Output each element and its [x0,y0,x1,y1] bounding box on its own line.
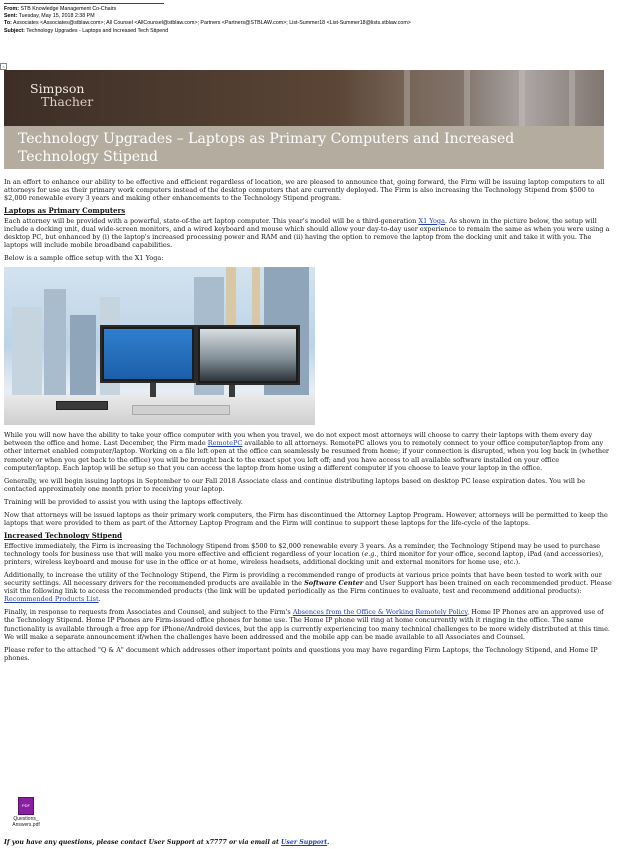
attachment-name-line2: Answers.pdf [12,822,40,828]
subject-row: Subject: Technology Upgrades - Laptops and Increased Tech Stipend [4,27,169,34]
to-row: To: Associates <Associates@stblaw.com>; All Counsel <AllCounsel@stblaw.com>; Partners <Partners@STBLAW.com>; List-Summer18 <List-Summer18@lists.stblaw.com> [4,20,411,27]
absences-policy-link[interactable]: Absences from the Office & Working Remotely Policy [292,608,468,617]
from-row: From: STB Knowledge Management Co-Chairs [4,6,117,12]
newsletter-banner [4,70,604,126]
page-title: Technology Upgrades – Laptops as Primary Computers and Increased Technology Stipend [18,131,515,165]
laptops-paragraph-3: While you will now have the ability to take your office computer with you when you travel, we do not expect most attorneys will choose to carry their laptops with them every day between the office and home. Last December, the Firm made RemotePC available to all attorneys. RemotePC allows you to remotely connect to your office computer/laptop from any other internet enabled computer/laptop. Working on a file left open at the office can seamlessly be resumed from home; if your connection is disrupted, when you log back in (whether remotely or when you get back to the office) you will be brought back to the exact spot you left off; and you have access to all available software installed on your office computer/laptop. Each laptop will be setup so that you can access the laptop from home using a different computer if you choose to leave your laptop in the office. [4,431,610,472]
stipend-paragraph-2: Additionally, to increase the utility of the Technology Stipend, the Firm is providing a recommended range of products at various price points that have been tested to work with our security settings. All necessary drivers for the recommended products are available in the Software Center and User Support has been trained on each recommended product. Please visit the following link to access the recommended products (the link will be updated periodically as the Firm continues to evaluate, test and recommend additional products): Recommended Products List. [4,570,612,604]
sent-row: Sent: Tuesday, May 15, 2018 2:38 PM [4,13,95,20]
recommended-products-link[interactable]: Recommended Products List [4,595,99,604]
stipend-paragraph-1: Effective immediately, the Firm is increasing the Technology Stipend from $500 to $2,000 renewable every 3 years. As a reminder, the Technology Stipend may be used to purchase technology tools for business use that will make you more effective and efficient regardless of your location (e.g., third monitor for your office, second laptop, iPad (and accessories), printers, wireless keyboard and mouse for use in the office or at home, wireless headsets, additional docking unit and external monitors for home use, etc.). [4,541,604,566]
x1-yoga-link[interactable]: X1 Yoga [418,216,445,225]
subject-value: Technology Upgrades - Laptops and Increased Tech Stipend [26,27,169,34]
attachment-name-line1: Questions_ [13,816,39,822]
from-value: STB Knowledge Management Co-Chairs [20,6,117,12]
pdf-file-icon[interactable]: PDF [18,797,34,815]
office-setup-photo [4,267,315,425]
stipend-paragraph-3: Finally, in response to requests from Associates and Counsel, and subject to the Firm's Absences from the Office & Working Remotely Policy, Home IP Phones are an approved use of the Technology Stipend. Home IP Phones are Firm-issued office phones for home use. The Home IP phone will ring at home concurrently with it ringing in the office. The same functionality is available through a free app for iPhone/Android devices, but the app is currently experiencing too many technical challenges to be more widely distributed at this time. We will make a separate announcement if/when the challenges have been addressed and the mobile app can be made available to all Associates and Counsel. [4,608,610,641]
remotepc-link[interactable]: RemotePC [207,439,243,448]
intro-paragraph: In an effort to enhance our ability to be effective and efficient regardless of location, we are pleased to announce that, going forward, the Firm will be issuing laptop computers to all attorneys for use as their primary work computers instead of the desktop computers that are currently deployed. The Firm is also increasing the Technology Stipend from $500 to $2,000 renewable every 3 years and making other enhancements to the Technology Stipend program. [4,178,605,203]
laptops-paragraph-6: Now that attorneys will be issued laptops as their primary work computers, the Firm has discontinued the Attorney Laptop Program. However, attorneys will be permitted to keep the laptops that were provided to them as part of the Attorney Laptop Program and the Firm will continue to support these laptops for the life-cycle of the laptops. [4,511,608,528]
broken-image-icon: × [1,64,6,69]
to-value: Associates <Associates@stblaw.com>; All Counsel <AllCounsel@stblaw.com>; Partners <Partners@STBLAW.com>; List-Summer18 <List-Summer18@lists.stblaw.com> [13,20,411,27]
sent-value: Tuesday, May 15, 2018 2:38 PM [18,13,95,20]
laptops-paragraph-5: Training will be provided to assist you with using the laptops effectively. [4,497,243,506]
email-body [4,178,616,667]
section-heading-stipend: Increased Technology Stipend [4,531,123,541]
pdf-attachment[interactable] [6,797,46,828]
banner-photo [344,70,604,126]
email-header [4,6,604,35]
laptops-paragraph-4: Generally, we will begin issuing laptops in September to our Fall 2018 Associate class and continue distributing laptops based on desktop PC lease expiration dates. You will be contacted approximately one month prior to receiving your laptop. [4,476,586,493]
firm-logo: Simpson Thacher [30,81,94,109]
contact-footer: If you have any questions, please contact User Support at x7777 or via email at User Support. [4,839,330,846]
user-support-link[interactable]: User Support [281,839,328,846]
title-bar [4,126,604,169]
section-heading-laptops: Laptops as Primary Computers [4,206,126,216]
laptops-paragraph-1: Each attorney will be provided with a powerful, state-of-the art laptop computer. This year's model will be a third-generation X1 Yoga. As shown in the picture below, the setup will include a docking unit, dual wide-screen monitors, and a wired keyboard and mouse which should allow your day-to-day user experience to remain the same as when you were using a desktop PC, but enhanced by (i) the laptop's increased processing power and RAM and (ii) having the option to remove the laptop from the docking unit and take it with you. The laptops will include mobile broadband capabilities. [4,216,610,250]
laptops-paragraph-2: Below is a sample office setup with the X1 Yoga: [4,254,164,263]
header-rule [4,3,164,4]
stipend-paragraph-4: Please refer to the attached "Q & A" document which addresses other important points and questions you may have regarding Firm Laptops, the Technology Stipend, and Home IP phones. [4,645,598,662]
